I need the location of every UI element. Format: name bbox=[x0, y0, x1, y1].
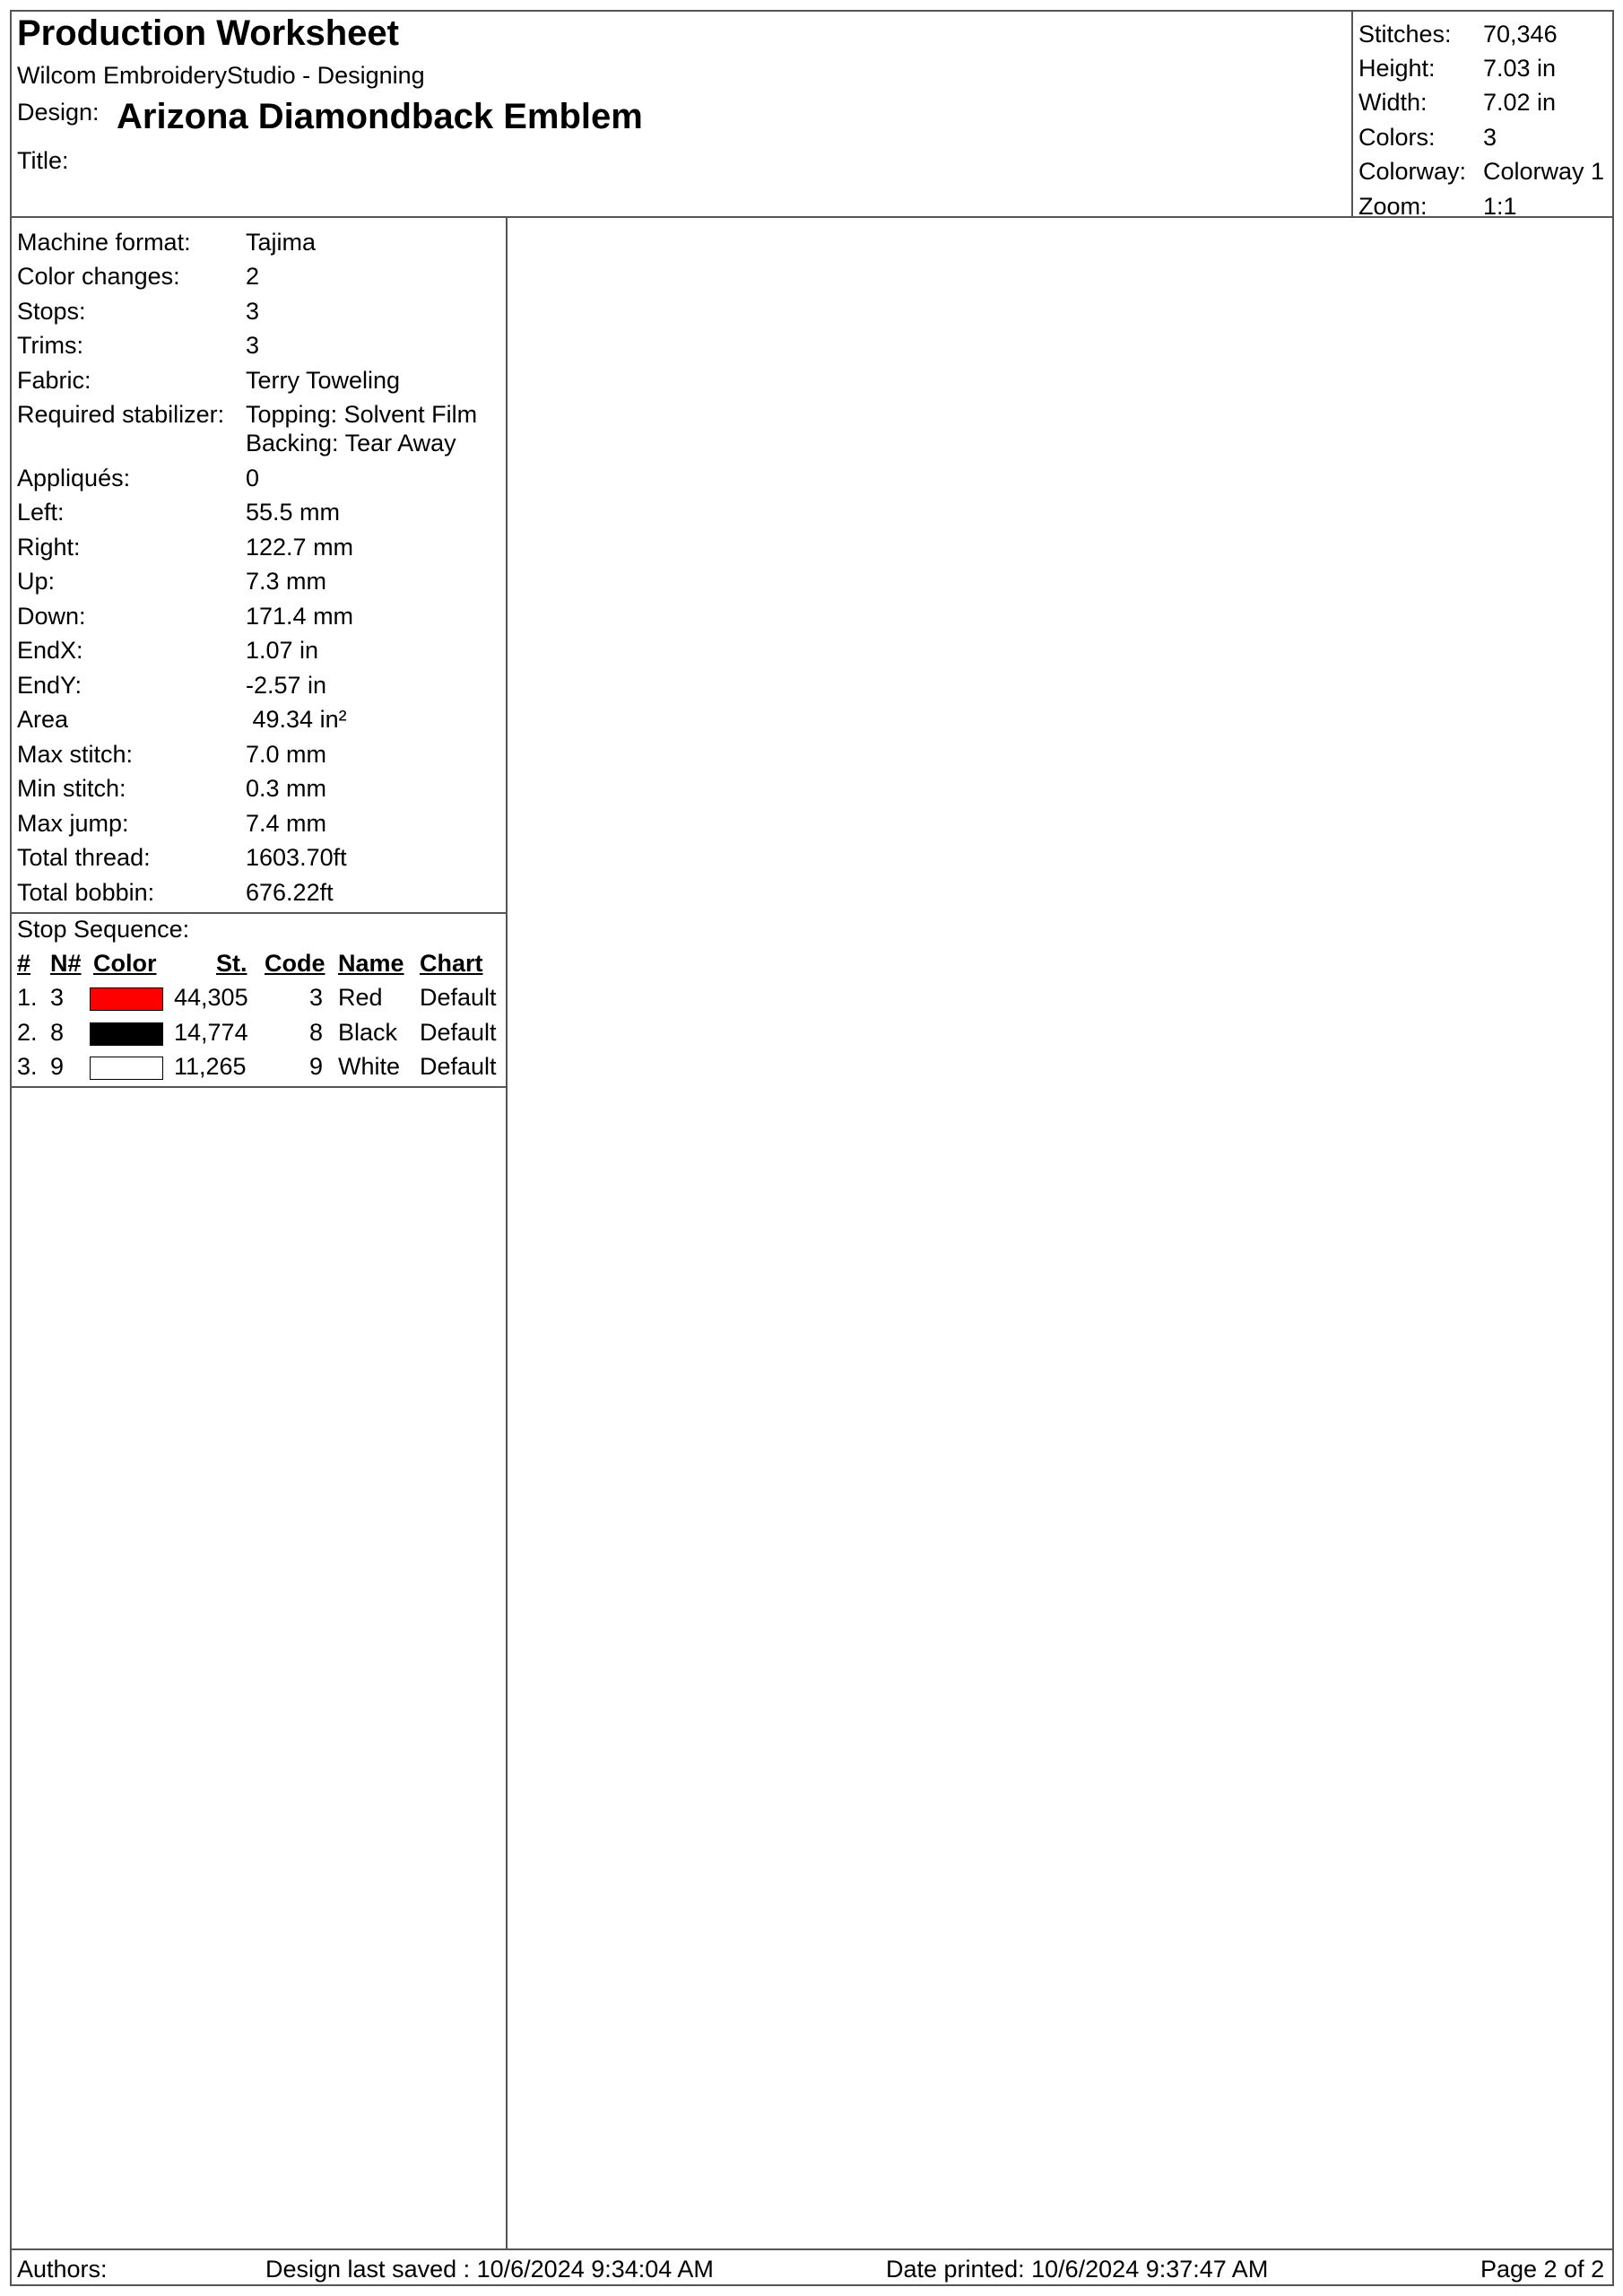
stat-label: Height: bbox=[1358, 55, 1436, 82]
spec-value: 1603.70ft bbox=[246, 844, 347, 871]
row-needle: 8 bbox=[50, 1019, 65, 1046]
spec-label: Stops: bbox=[17, 298, 86, 325]
row-stitches: 14,774 bbox=[174, 1019, 248, 1046]
stat-value: 7.03 in bbox=[1483, 55, 1557, 82]
stat-label: Colors: bbox=[1358, 124, 1436, 151]
row-code: 3 bbox=[309, 984, 324, 1011]
worksheet-page bbox=[10, 10, 1614, 2286]
spec-label: Total thread: bbox=[17, 844, 151, 871]
col-header-name: Name bbox=[338, 950, 404, 977]
design-details-panel bbox=[12, 218, 508, 2248]
section-divider bbox=[12, 1086, 506, 1088]
spec-label: Appliqués: bbox=[17, 465, 131, 491]
section-divider bbox=[12, 912, 506, 914]
col-header-color: Color bbox=[93, 950, 157, 977]
stat-label: Zoom: bbox=[1358, 193, 1428, 220]
row-chart: Default bbox=[420, 984, 497, 1011]
title-label: Title: bbox=[17, 147, 69, 174]
spec-value: 49.34 in² bbox=[246, 706, 347, 733]
col-header-chart: Chart bbox=[420, 950, 483, 977]
row-needle: 3 bbox=[50, 984, 65, 1011]
spec-value: 1.07 in bbox=[246, 637, 319, 664]
spec-label: Up: bbox=[17, 568, 56, 595]
spec-value: -2.57 in bbox=[246, 672, 327, 699]
stat-value: 1:1 bbox=[1483, 193, 1517, 220]
row-color-name: White bbox=[338, 1053, 401, 1080]
design-label: Design: bbox=[17, 99, 100, 126]
spec-label: Color changes: bbox=[17, 263, 180, 290]
spec-label: Area bbox=[17, 706, 69, 733]
footer-authors: Authors: bbox=[17, 2256, 108, 2283]
stat-value: 70,346 bbox=[1483, 21, 1558, 48]
spec-value: 7.0 mm bbox=[246, 741, 327, 768]
row-stitches: 11,265 bbox=[174, 1053, 247, 1080]
col-header-needle: N# bbox=[50, 950, 82, 977]
spec-label: Max jump: bbox=[17, 810, 129, 837]
stat-value: 3 bbox=[1483, 124, 1497, 151]
row-num: 1. bbox=[17, 984, 38, 1011]
spec-label: Machine format: bbox=[17, 229, 191, 256]
spec-value: 676.22ft bbox=[246, 879, 334, 906]
col-header-code: Code bbox=[265, 950, 325, 977]
color-swatch bbox=[90, 1022, 163, 1046]
row-color-name: Black bbox=[338, 1019, 398, 1046]
spec-value: Terry Toweling bbox=[246, 367, 401, 394]
spec-label: Min stitch: bbox=[17, 775, 126, 802]
stat-label: Stitches: bbox=[1358, 21, 1452, 48]
page-title: Production Worksheet bbox=[17, 13, 399, 53]
table-row bbox=[12, 1053, 506, 1087]
design-stats-panel bbox=[1351, 12, 1612, 220]
stat-value: Colorway 1 bbox=[1483, 158, 1605, 185]
spec-value: 7.4 mm bbox=[246, 810, 327, 837]
spec-label: EndX: bbox=[17, 637, 83, 664]
spec-label: Required stabilizer: bbox=[17, 401, 225, 428]
spec-value: Backing: Tear Away bbox=[246, 430, 456, 457]
spec-value: 3 bbox=[246, 332, 260, 359]
stop-sequence-header bbox=[12, 950, 506, 984]
spec-label: Max stitch: bbox=[17, 741, 134, 768]
stat-label: Width: bbox=[1358, 89, 1428, 116]
table-row bbox=[12, 1019, 506, 1053]
spec-value: 3 bbox=[246, 298, 260, 325]
footer-design-last-saved: Design last saved : 10/6/2024 9:34:04 AM bbox=[265, 2256, 714, 2283]
spec-value: 122.7 mm bbox=[246, 534, 354, 561]
spec-value: Tajima bbox=[246, 229, 317, 256]
stop-sequence-title: Stop Sequence: bbox=[17, 916, 190, 943]
row-num: 3. bbox=[17, 1053, 38, 1080]
row-color-name: Red bbox=[338, 984, 383, 1011]
table-row bbox=[12, 984, 506, 1018]
design-name: Arizona Diamondback Emblem bbox=[117, 97, 643, 136]
color-swatch bbox=[90, 1057, 163, 1080]
spec-label: Right: bbox=[17, 534, 81, 561]
spec-value: Topping: Solvent Film bbox=[246, 401, 478, 428]
spec-label: Down: bbox=[17, 603, 86, 630]
row-needle: 9 bbox=[50, 1053, 65, 1080]
footer-page-number: Page 2 of 2 bbox=[1480, 2256, 1605, 2283]
spec-value: 55.5 mm bbox=[246, 499, 341, 526]
row-stitches: 44,305 bbox=[174, 984, 248, 1011]
row-code: 9 bbox=[309, 1053, 324, 1080]
stat-value: 7.02 in bbox=[1483, 89, 1557, 116]
worksheet-footer bbox=[12, 2248, 1612, 2284]
row-code: 8 bbox=[309, 1019, 324, 1046]
color-swatch bbox=[90, 987, 163, 1011]
spec-label: Left: bbox=[17, 499, 65, 526]
spec-value: 0.3 mm bbox=[246, 775, 327, 802]
spec-value: 171.4 mm bbox=[246, 603, 354, 630]
footer-date-printed: Date printed: 10/6/2024 9:37:47 AM bbox=[886, 2256, 1269, 2283]
application-name: Wilcom EmbroideryStudio - Designing bbox=[17, 62, 425, 89]
row-chart: Default bbox=[420, 1019, 497, 1046]
col-header-num: # bbox=[17, 950, 31, 977]
spec-value: 2 bbox=[246, 263, 260, 290]
spec-value: 0 bbox=[246, 465, 260, 491]
spec-label: Trims: bbox=[17, 332, 83, 359]
row-num: 2. bbox=[17, 1019, 38, 1046]
worksheet-header bbox=[12, 12, 1612, 218]
spec-label: Total bobbin: bbox=[17, 879, 155, 906]
row-chart: Default bbox=[420, 1053, 497, 1080]
spec-label: Fabric: bbox=[17, 367, 91, 394]
spec-value: 7.3 mm bbox=[246, 568, 327, 595]
col-header-stitches: St. bbox=[216, 950, 247, 977]
spec-label: EndY: bbox=[17, 672, 82, 699]
stat-label: Colorway: bbox=[1358, 158, 1467, 185]
